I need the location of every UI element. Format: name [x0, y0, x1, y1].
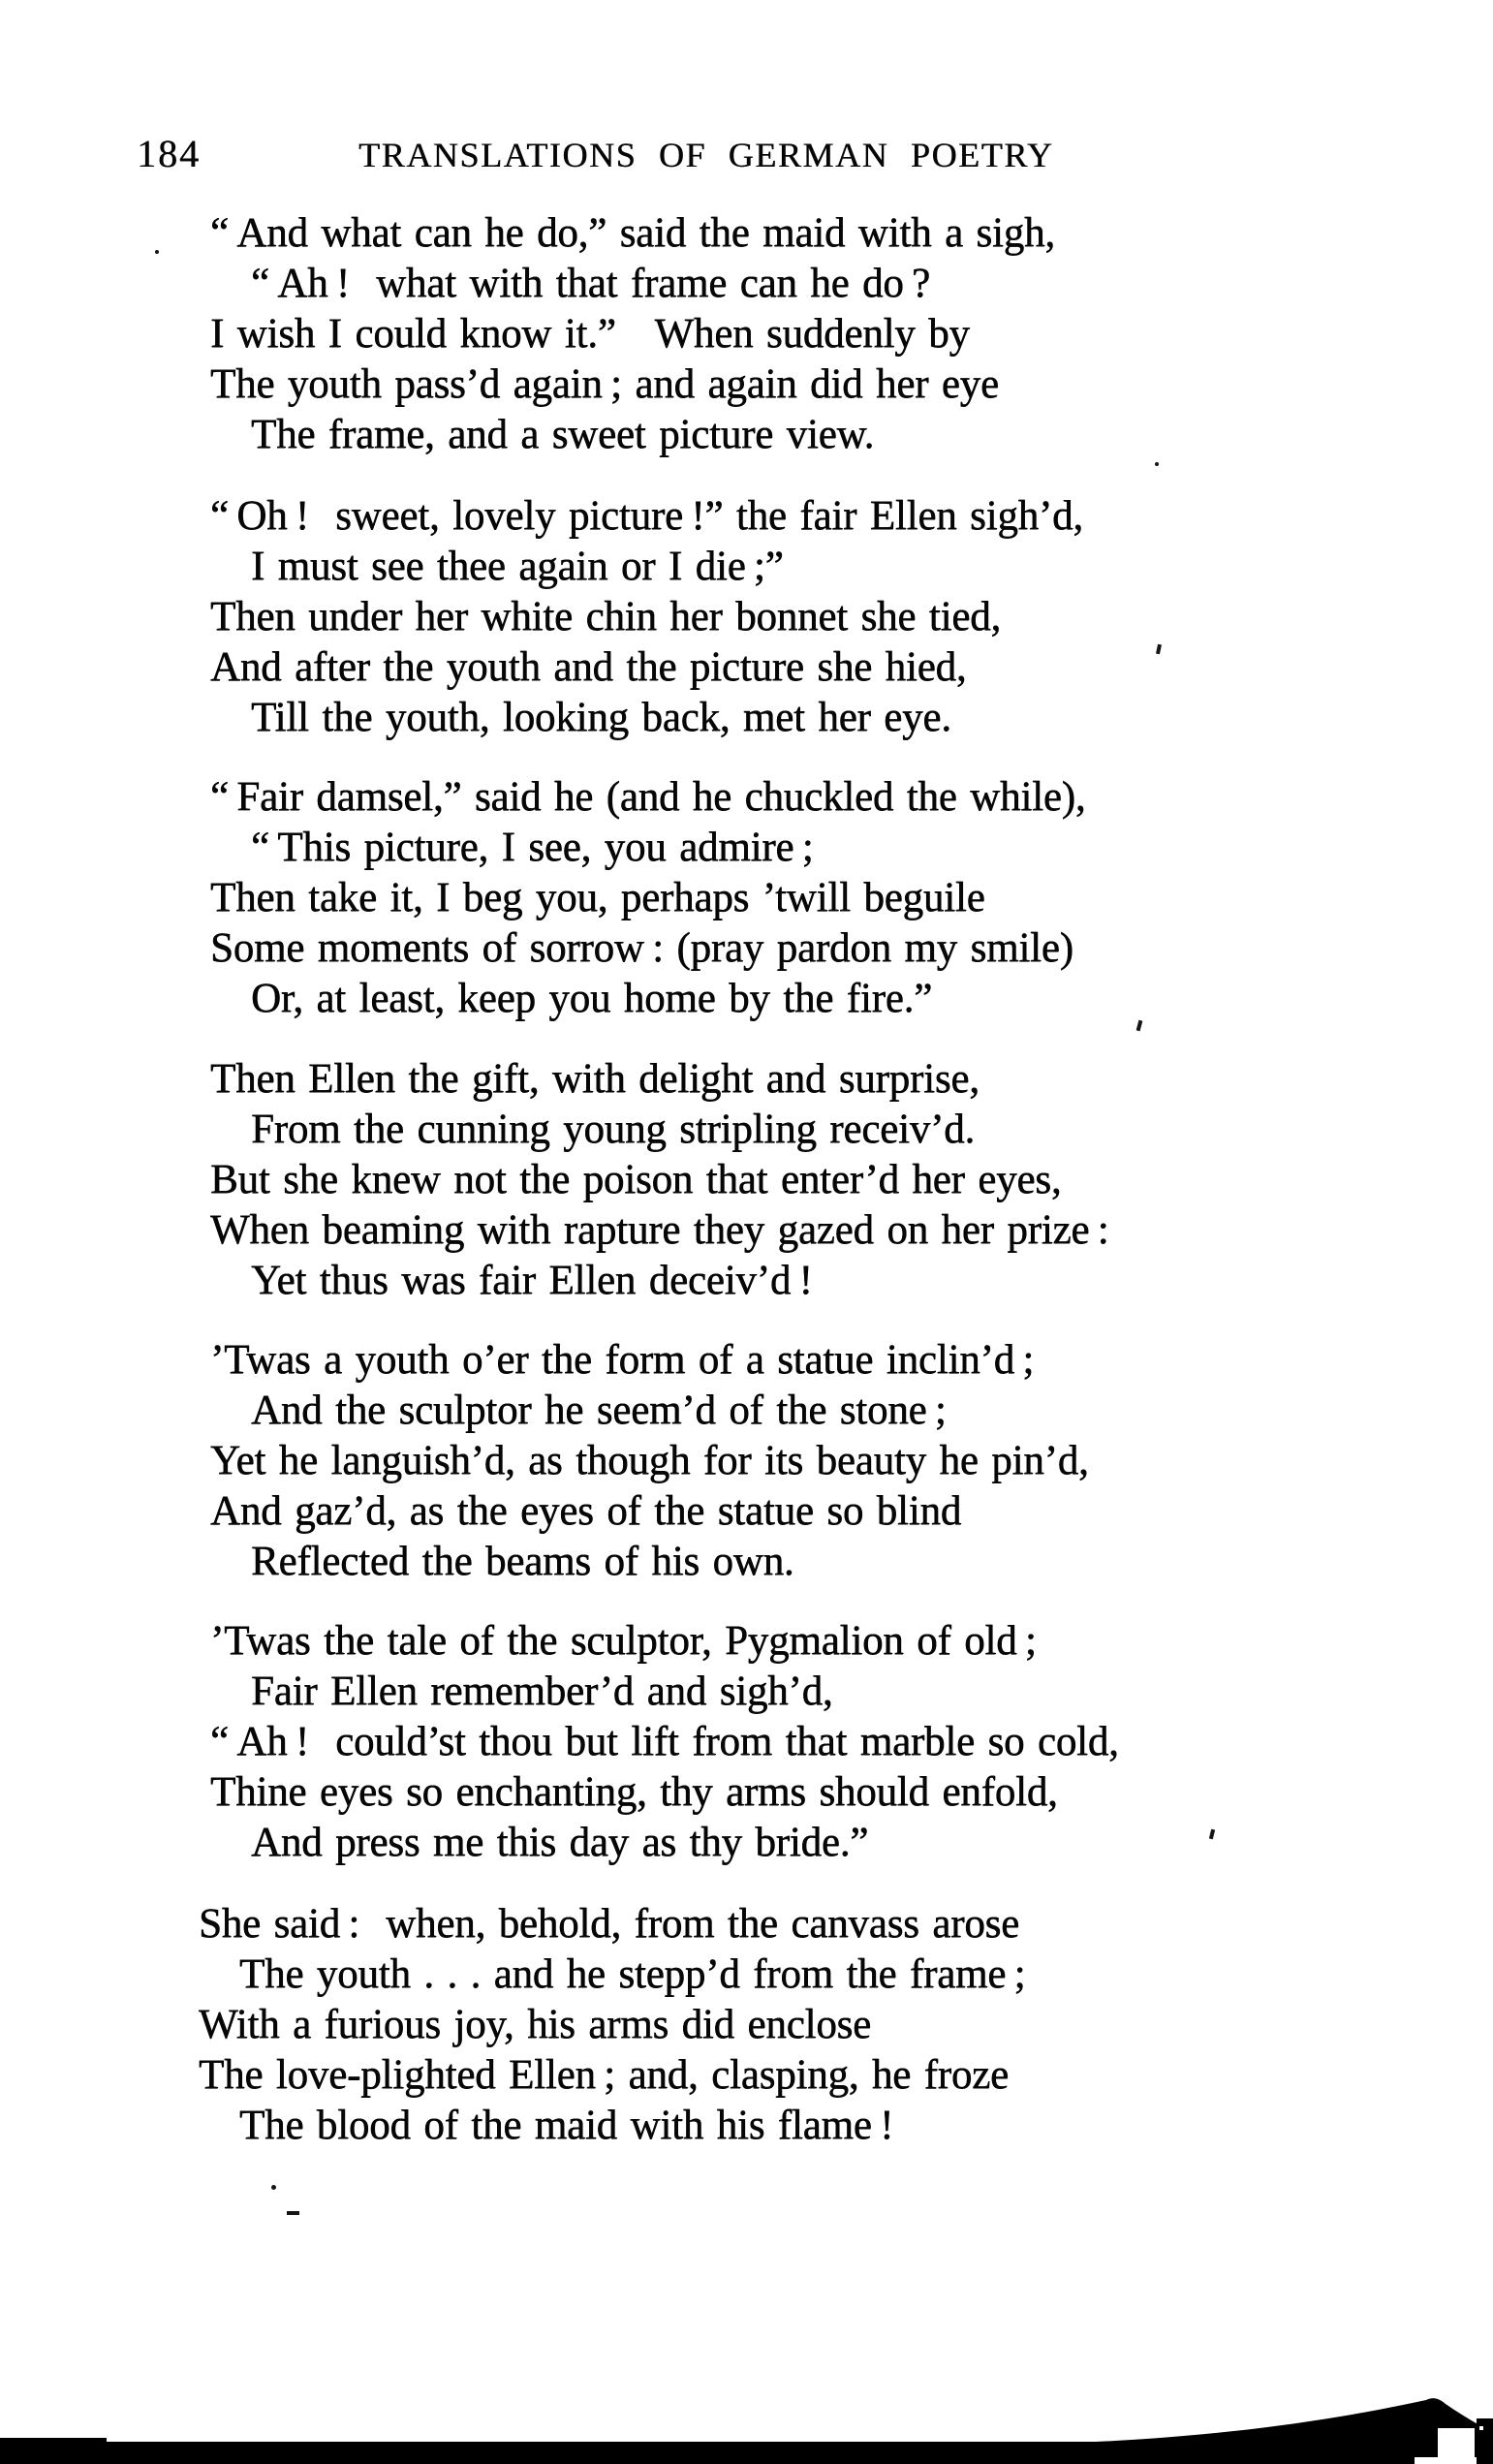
poem-line: From the cunning young stripling receiv’d.	[251, 1107, 976, 1152]
poem-line: And press me this day as thy bride.”	[251, 1820, 869, 1865]
poem-line: And after the youth and the picture she hied,	[210, 644, 967, 690]
poem-line: I wish I could know it.” When suddenly by	[210, 311, 970, 357]
poem-line: The youth pass’d again ; and again did her eye	[210, 361, 999, 407]
scan-bottom-artifact	[0, 2384, 1493, 2464]
poem-line: The love-plighted Ellen ; and, clasping, he froze	[199, 2052, 1009, 2098]
poem-line: Some moments of sorrow : (pray pardon my smile)	[210, 925, 1073, 971]
poem-line: “ Ah ! what with that frame can he do ?	[251, 261, 930, 306]
poem-line: ’Twas the tale of the sculptor, Pygmalion of old ;	[210, 1618, 1037, 1664]
stanza-2	[210, 491, 1421, 743]
poem-line: Then take it, I beg you, perhaps ’twill beguile	[210, 875, 985, 920]
scan-speckle	[287, 2211, 299, 2215]
poem-line: “ And what can he do,” said the maid with a sigh,	[210, 210, 1055, 256]
poem-line: She said : when, behold, from the canvass arose	[199, 1901, 1019, 1947]
poem-line: “ Ah ! could’st thou but lift from that marble so cold,	[210, 1719, 1119, 1764]
poem-line: I must see thee again or I die ;”	[251, 544, 784, 589]
stanza-5	[210, 1335, 1421, 1587]
poem-line: “ This picture, I see, you admire ;	[251, 825, 814, 870]
poem-line: Then under her white chin her bonnet she tied,	[210, 594, 1002, 639]
poem-line: With a furious joy, his arms did enclose	[199, 2002, 871, 2047]
poem-line: Yet thus was fair Ellen deceiv’d !	[251, 1258, 813, 1303]
poem-line: And the sculptor he seem’d of the stone ;	[251, 1388, 947, 1433]
poem-line: “ Fair damsel,” said he (and he chuckled the while),	[210, 774, 1086, 820]
poem-line: The youth . . . and he stepp’d from the frame ;	[239, 1951, 1026, 1997]
poem-line: Yet he languish’d, as though for its beauty he pin’d,	[210, 1438, 1089, 1483]
stanza-3	[210, 772, 1421, 1024]
poem-line: Then Ellen the gift, with delight and surprise,	[210, 1056, 980, 1102]
poem-line: Till the youth, looking back, met her eye.	[251, 695, 951, 740]
poem-line: But she knew not the poison that enter’d her eyes,	[210, 1157, 1062, 1202]
poem-line: When beaming with rapture they gazed on her prize :	[210, 1207, 1109, 1253]
stanza-1	[210, 208, 1421, 460]
poem-line: Reflected the beams of his own.	[251, 1539, 794, 1584]
poem-line: The blood of the maid with his flame !	[239, 2103, 894, 2148]
poem-line: Or, at least, keep you home by the fire.”	[251, 976, 933, 1021]
page-number: 184	[137, 132, 201, 175]
poem-line: Thine eyes so enchanting, thy arms should enfold,	[210, 1769, 1058, 1815]
stanza-6	[210, 1616, 1421, 1868]
scan-speckle	[1155, 462, 1159, 466]
poem-line: ’Twas a youth o’er the form of a statue inclin’d ;	[210, 1337, 1035, 1383]
poem-line: The frame, and a sweet picture view.	[251, 412, 875, 457]
running-header: TRANSLATIONS OF GERMAN POETRY	[358, 136, 1054, 174]
stanza-7	[199, 1899, 1410, 2151]
scan-speckle	[271, 2185, 276, 2190]
poem-line: And gaz’d, as the eyes of the statue so blind	[210, 1488, 962, 1534]
stanza-4	[210, 1054, 1421, 1306]
poem-line: Fair Ellen remember’d and sigh’d,	[251, 1669, 833, 1714]
poem-line: “ Oh ! sweet, lovely picture !” the fair Ellen sigh’d,	[210, 493, 1083, 539]
scan-speckle	[155, 250, 159, 254]
